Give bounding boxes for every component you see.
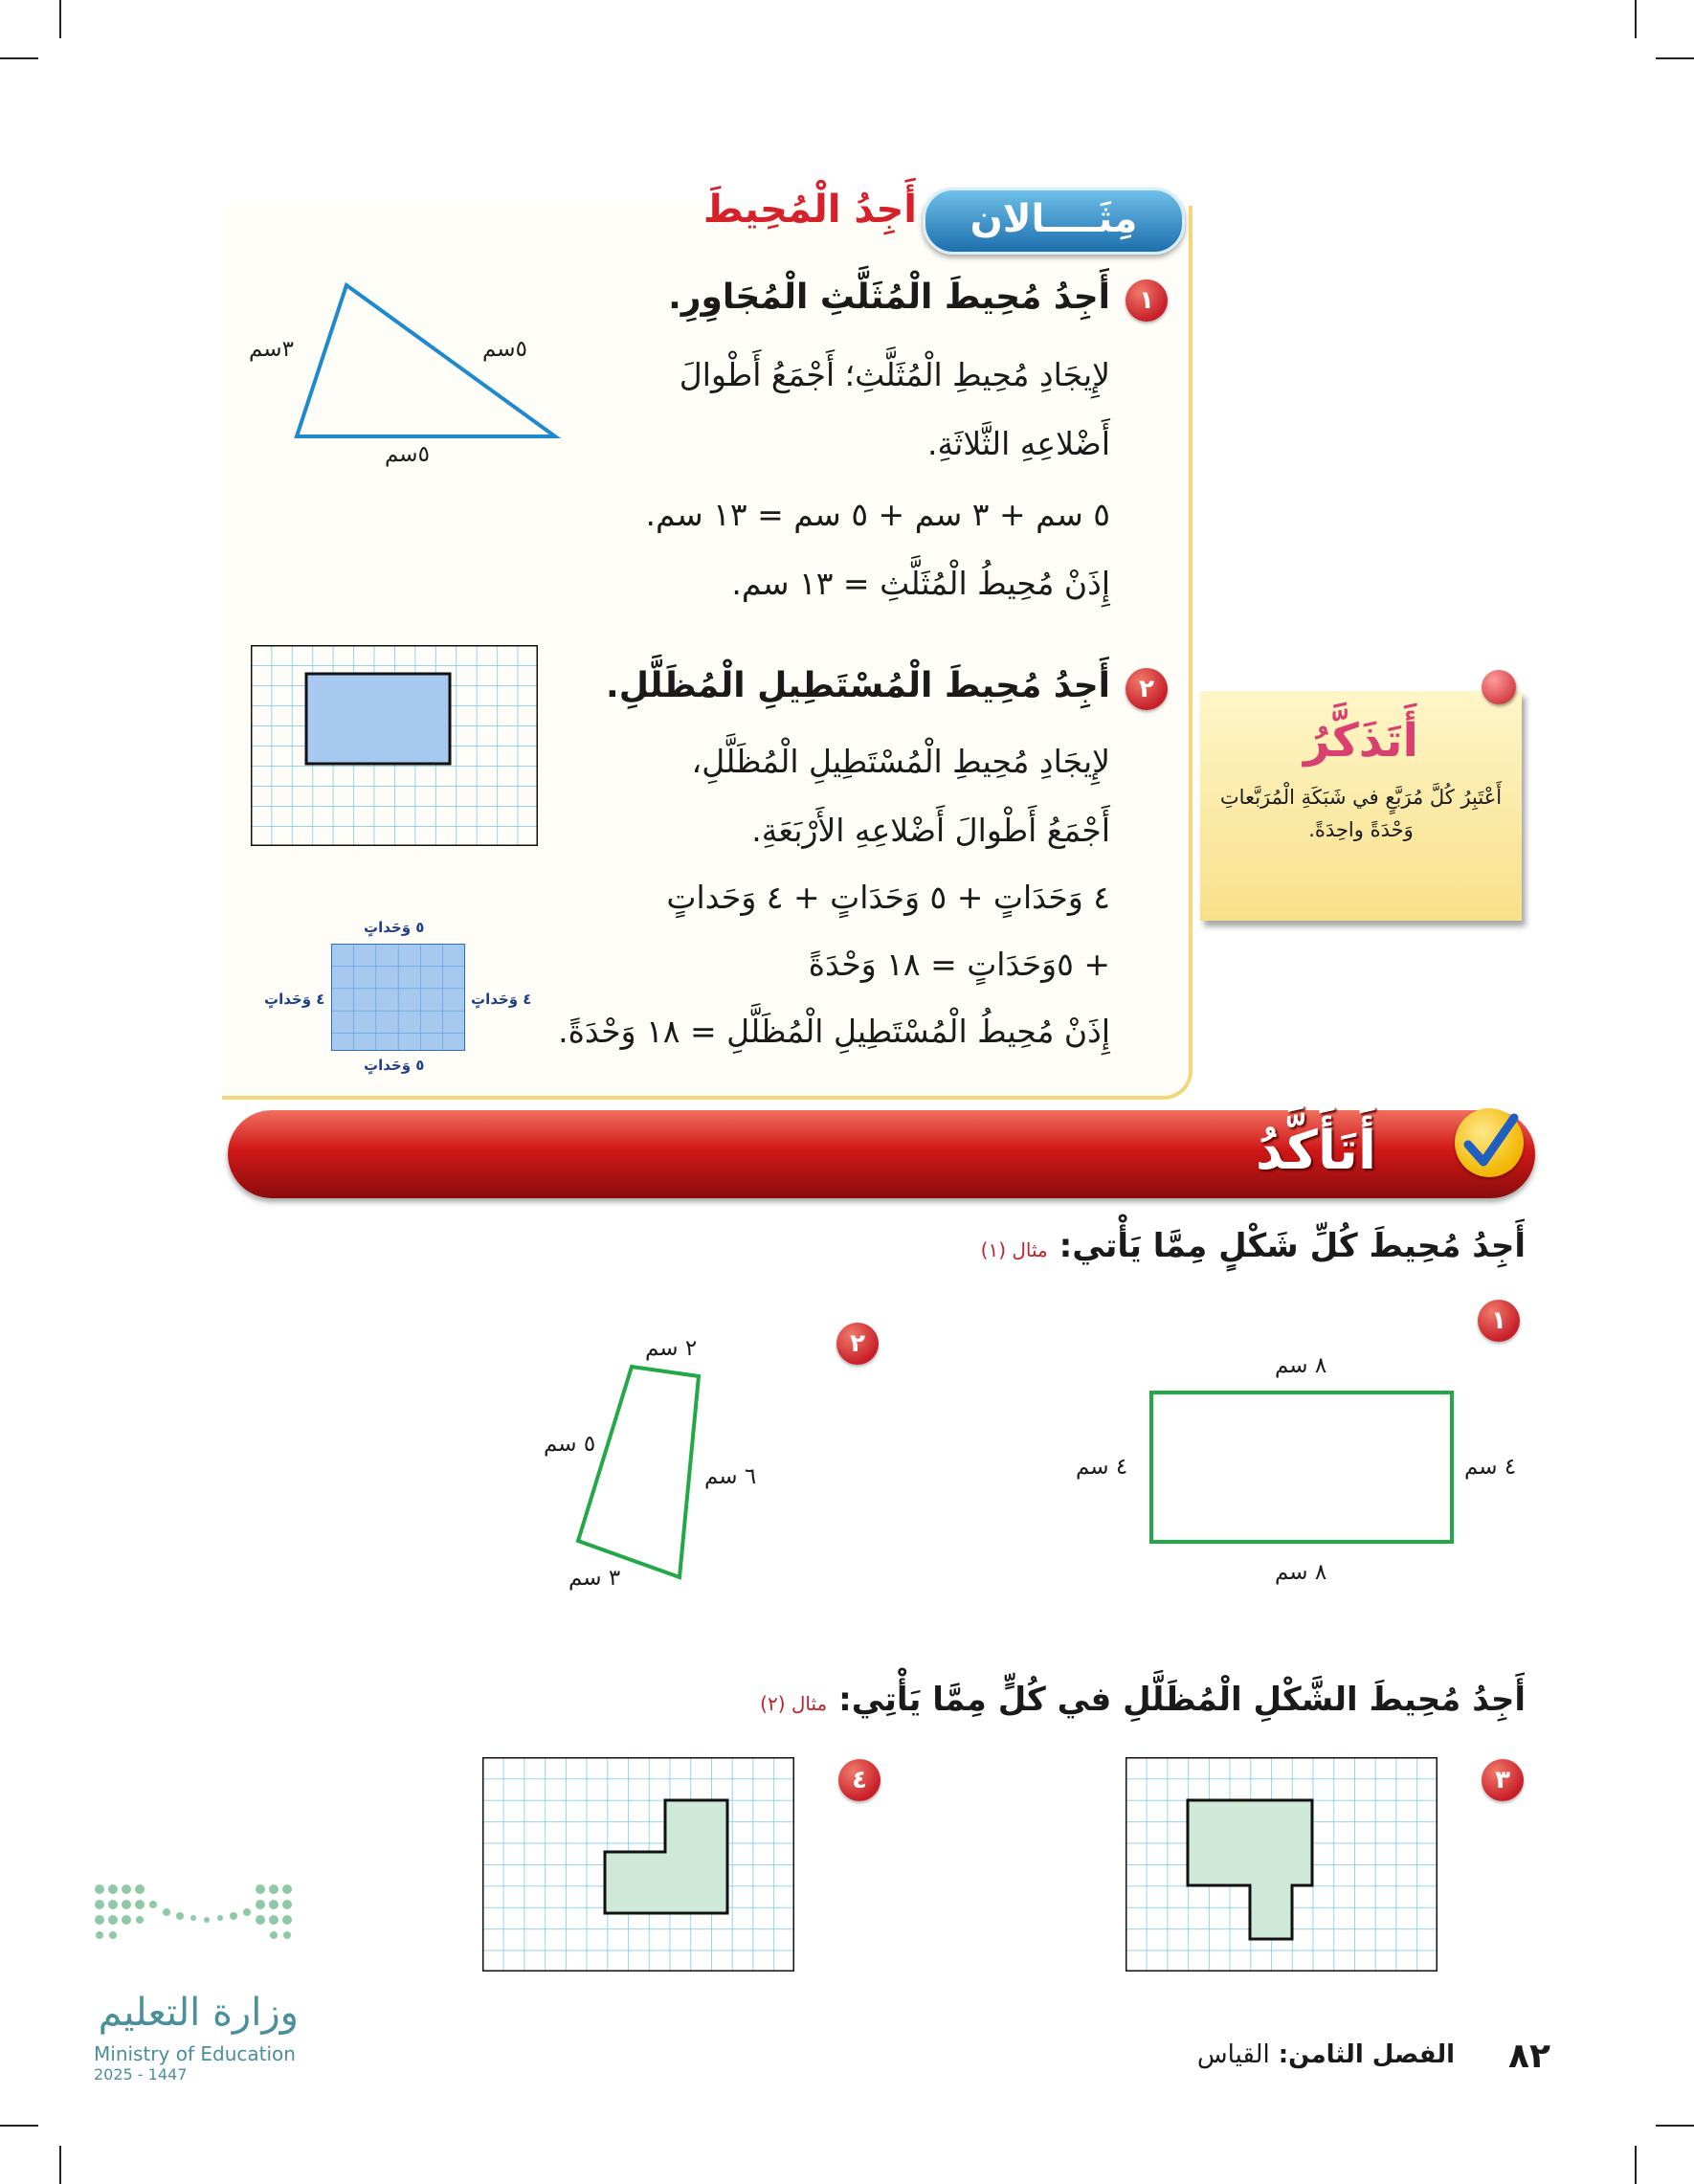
remember-title: أَتَذَكَّرُ (1304, 714, 1418, 768)
example-2-line: لإِيجَادِ مُحِيطِ الْمُسْتَطِيلِ الْمُظَلَّلِ، (691, 743, 1110, 780)
q4-grid (482, 1757, 794, 1972)
remember-note (1200, 691, 1522, 921)
instruction-1-ref: مثال (١) (980, 1238, 1048, 1261)
example-2-line: ٤ وَحَدَاتٍ + ٥ وَحَدَاتٍ + ٤ وَحَداتٍ (666, 879, 1110, 916)
q1-label-left: ٤ سم (1076, 1455, 1128, 1480)
checkmark-icon (1455, 1108, 1524, 1177)
chapter-label: الفصل الثامن: (1278, 2040, 1455, 2069)
crop-mark (1656, 57, 1694, 59)
rect-label-left: ٤ وَحَداتٍ (264, 991, 325, 1008)
triangle-label-left: ٣سم (249, 337, 294, 362)
example-1-heading: أَجِدُ مُحِيطَ الْمُثَلَّثِ الْمُجَاوِرِ. (668, 278, 1110, 317)
example-2-number: ٢ (1126, 668, 1168, 710)
example-2-line: إِذَنْ مُحِيطُ الْمُسْتَطِيلِ الْمُظَلَّلِ = ١٨ وَحْدَةً. (558, 1013, 1110, 1050)
rect-label-bottom: ٥ وَحَداتٍ (364, 1057, 425, 1074)
crop-mark (1635, 0, 1637, 38)
q3-grid (1126, 1757, 1438, 1972)
q2-quadrilateral (570, 1359, 704, 1589)
pushpin-icon (1482, 670, 1516, 704)
ministry-logo (92, 1880, 302, 1943)
example-2-line: أَجْمَعُ أَطْوالَ أَضْلاعِهِ الأَرْبَعَةِ. (751, 812, 1110, 849)
q1-label-right: ٤ سم (1464, 1455, 1517, 1480)
triangle-label-right: ٥سم (482, 337, 527, 362)
rect-label-right: ٤ وَحَداتٍ (471, 991, 532, 1008)
chapter-footer (1197, 2040, 1455, 2069)
instruction-1 (981, 1227, 1526, 1265)
crop-mark (59, 2146, 61, 2184)
question-1-number: ١ (1478, 1300, 1520, 1342)
question-3-number: ٣ (1482, 1759, 1524, 1801)
example-2-heading: أَجِدُ مُحِيطَ الْمُسْتَطِيلِ الْمُظَلَّلِ. (606, 666, 1110, 705)
example-1-number: ١ (1126, 279, 1168, 322)
instruction-2-ref: مثال (٢) (760, 1692, 828, 1715)
question-2-number: ٢ (836, 1323, 879, 1365)
q2-label-bottom: ٣ سم (568, 1566, 621, 1591)
q2-label-left: ٥ سم (544, 1432, 596, 1457)
question-4-number: ٤ (838, 1759, 880, 1801)
instruction-1-text: أَجِدُ مُحِيطَ كُلِّ شَكْلٍ مِمَّا يَأْتي: (1059, 1227, 1526, 1265)
example-1-line: إِذَنْ مُحِيطُ الْمُثَلَّثِ = ١٣ سم. (731, 565, 1110, 602)
ministry-year: 2025 - 1447 (94, 2065, 188, 2084)
q2-label-right: ٦ سم (704, 1464, 757, 1489)
ministry-name-en: Ministry of Education (94, 2042, 296, 2065)
example-2-line: + ٥وَحَدَاتٍ = ١٨ وَحْدَةً (808, 946, 1110, 983)
example-2-grid (251, 645, 538, 846)
labelled-rectangle (331, 944, 465, 1051)
example-1-line: ٥ سم + ٣ سم + ٥ سم = ١٣ سم. (645, 496, 1110, 533)
crop-mark (0, 57, 38, 59)
q1-label-top: ٨ سم (1275, 1353, 1327, 1378)
crop-mark (1635, 2146, 1637, 2184)
instruction-2 (760, 1681, 1526, 1719)
q2-label-top: ٢ سم (645, 1336, 698, 1361)
example-1-line: لإِيجَادِ مُحِيطِ الْمُثَلَّثِ؛ أَجْمَعُ أَطْوالَ (679, 356, 1110, 393)
page-number: ٨٢ (1508, 2037, 1550, 2076)
chapter-name: القياس (1196, 2040, 1270, 2069)
instruction-2-text: أَجِدُ مُحِيطَ الشَّكْلِ الْمُظَلَّلِ في كُلٍّ مِمَّا يَأْتِي: (838, 1681, 1526, 1719)
practice-title: أَتَأَكَّدُ (1255, 1120, 1377, 1182)
examples-badge: مِثَــــالان (923, 188, 1185, 255)
q1-label-bottom: ٨ سم (1275, 1560, 1327, 1585)
rect-label-top: ٥ وَحَداتٍ (364, 919, 425, 936)
example-1-line: أَضْلاعِهِ الثَّلاثَةِ. (927, 425, 1110, 462)
crop-mark (59, 0, 61, 38)
examples-title: أَجِدُ الْمُحِيطَ (702, 188, 917, 232)
remember-text: أَعْتَبِرُ كُلَّ مُرَبَّعٍ في شَبَكَةِ الْمُرَبَّعاتِ وَحْدَةً واحِدَةً. (1219, 786, 1503, 841)
crop-mark (0, 2125, 38, 2127)
triangle-label-bottom: ٥سم (385, 442, 430, 467)
ministry-name-ar: وزارة التعليم (98, 1991, 299, 2035)
triangle-figure (287, 278, 574, 440)
crop-mark (1656, 2125, 1694, 2127)
q1-rectangle (1148, 1390, 1457, 1547)
